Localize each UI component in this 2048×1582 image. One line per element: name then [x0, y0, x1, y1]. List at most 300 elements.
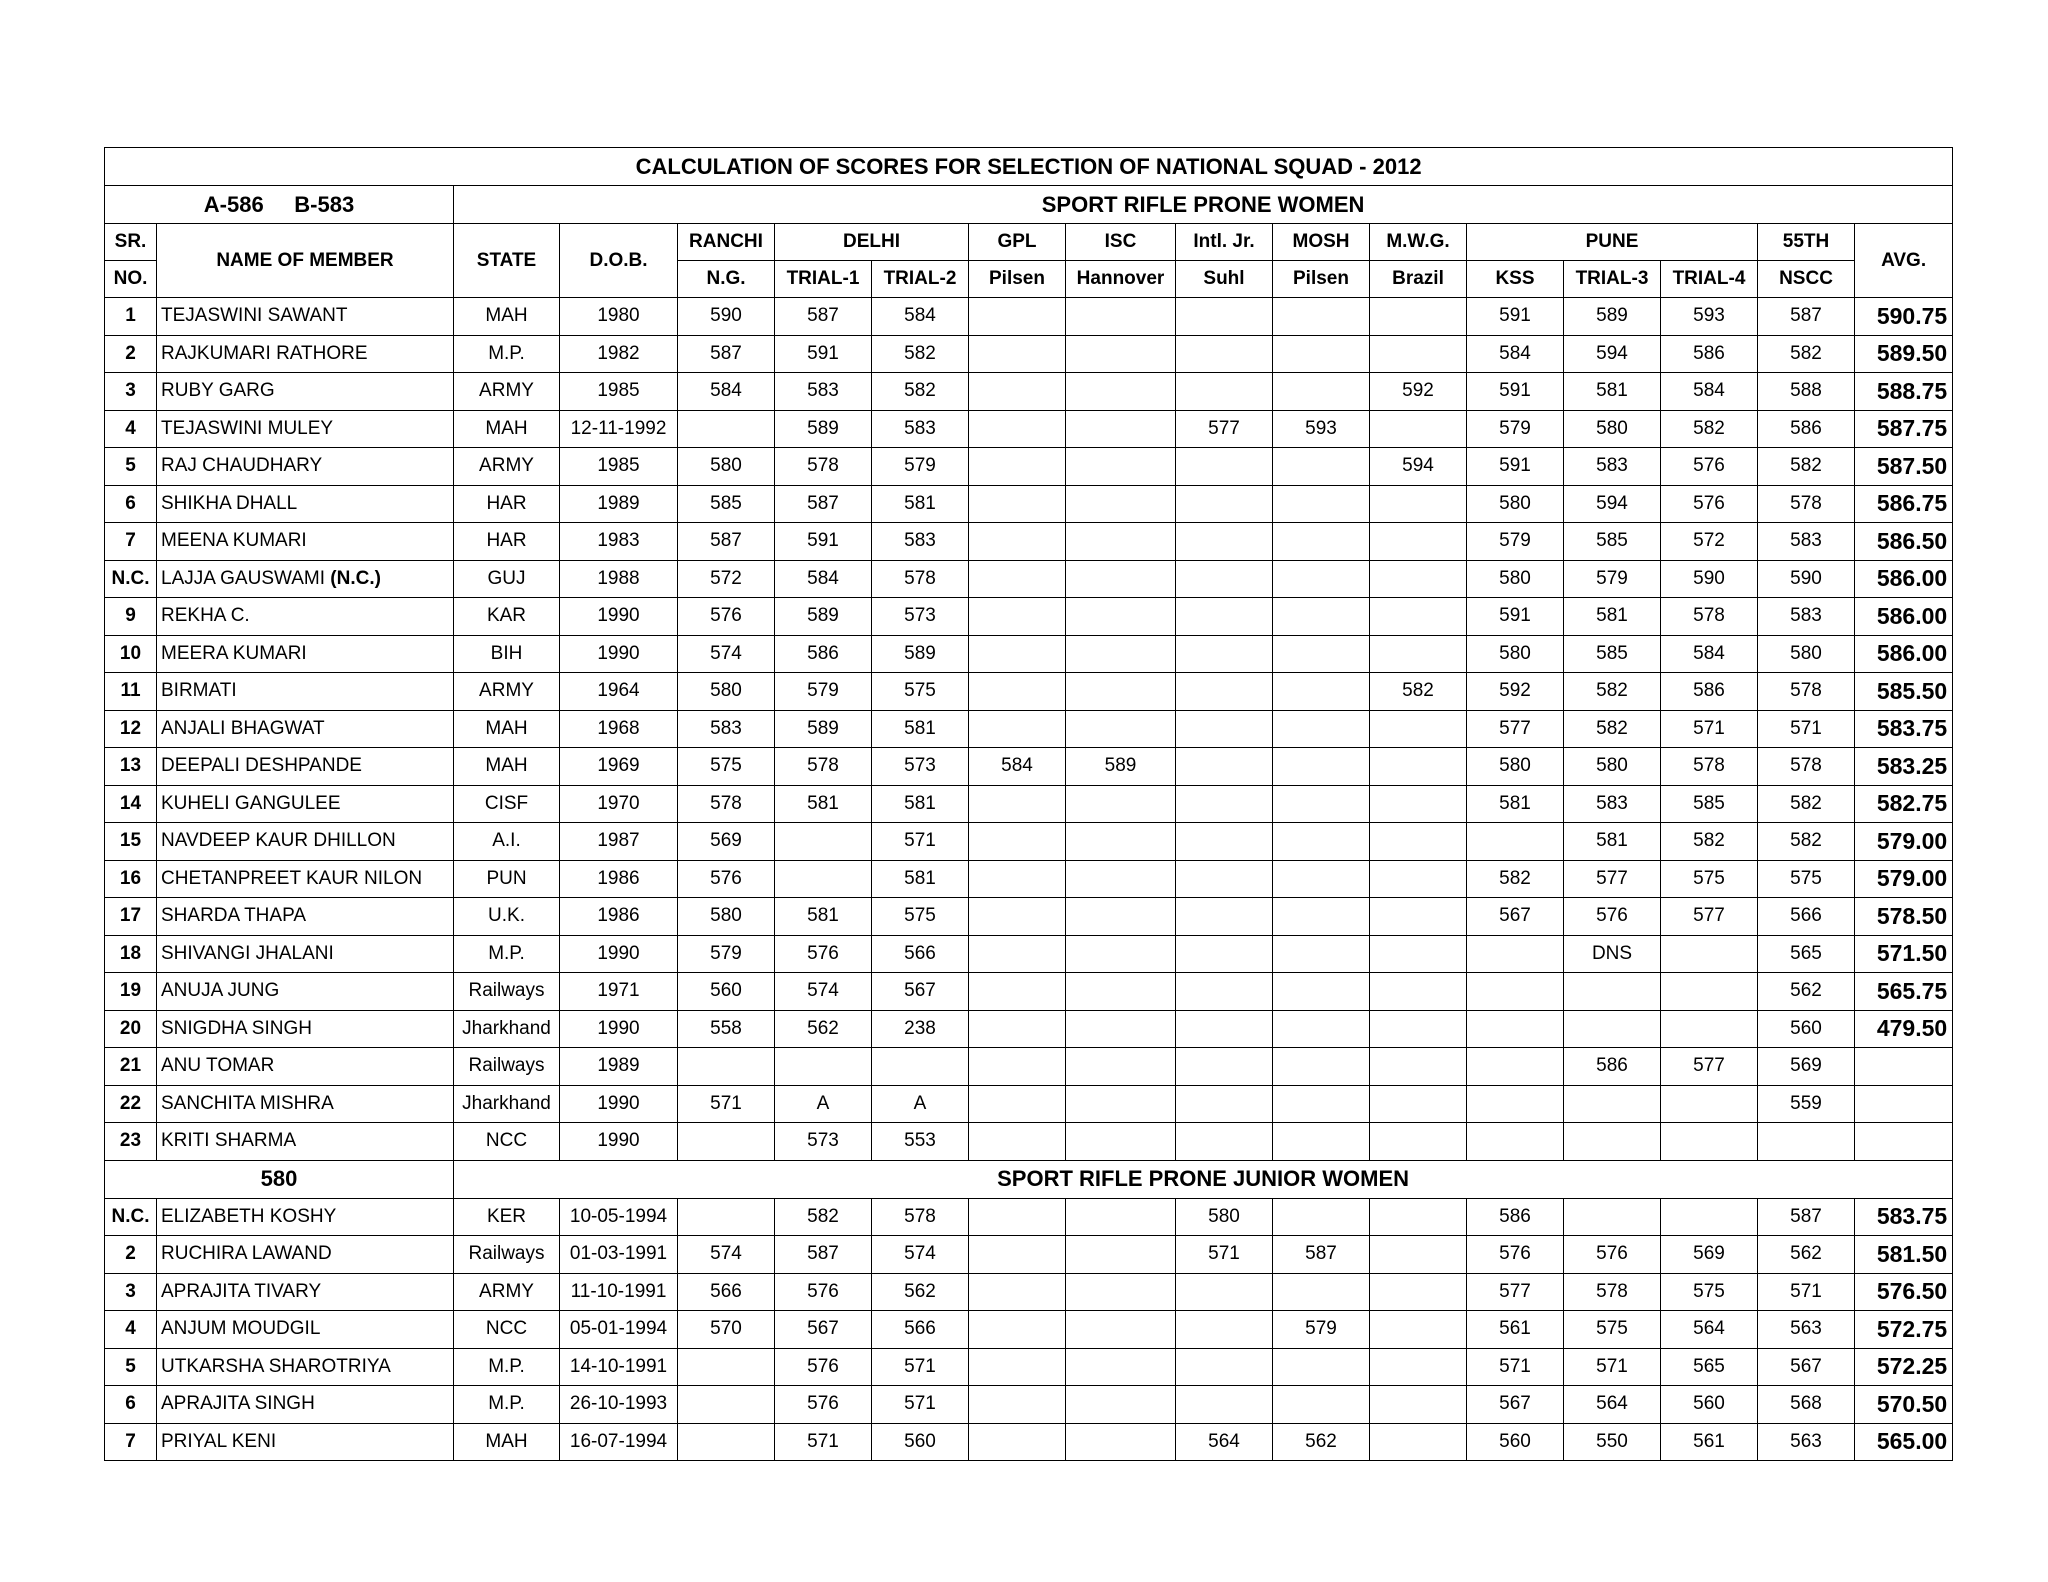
member-name: ANJALI BHAGWAT: [161, 717, 325, 739]
member-name: SHIVANGI JHALANI: [161, 942, 334, 964]
score-cell: 575: [1661, 860, 1758, 898]
sr-cell: 19: [105, 973, 157, 1011]
table-row: [105, 298, 1953, 336]
avg-cell: 579.00: [1855, 860, 1953, 898]
score-cell: [1467, 1123, 1564, 1161]
score-cell: [1066, 823, 1176, 861]
member-name-cell: [157, 448, 454, 486]
score-cell: 591: [1467, 448, 1564, 486]
score-cell: [1273, 785, 1370, 823]
score-cell: [1176, 598, 1273, 636]
score-cell: [1176, 1273, 1273, 1311]
score-cell: [1273, 1273, 1370, 1311]
score-cell: [969, 973, 1066, 1011]
dob-cell: 1989: [560, 1048, 678, 1086]
sr-cell: 17: [105, 898, 157, 936]
score-cell: 578: [775, 448, 872, 486]
table-row: [105, 523, 1953, 561]
score-cell: 585: [1661, 785, 1758, 823]
score-cell: [1370, 973, 1467, 1011]
member-name: SANCHITA MISHRA: [161, 1092, 334, 1114]
member-name-cell: [157, 1048, 454, 1086]
score-cell: 582: [1370, 673, 1467, 711]
score-cell: 575: [872, 898, 969, 936]
dob-cell: 1985: [560, 448, 678, 486]
score-cell: 568: [1758, 1386, 1855, 1424]
dob-cell: 1969: [560, 748, 678, 786]
sr-cell: 14: [105, 785, 157, 823]
section-cutoff: 580: [105, 1160, 454, 1198]
score-cell: [1564, 1198, 1661, 1236]
table-row: [105, 1236, 1953, 1274]
score-cell: [1176, 785, 1273, 823]
state-cell: NCC: [454, 1123, 560, 1161]
score-cell: 570: [678, 1311, 775, 1349]
score-cell: [969, 523, 1066, 561]
title-row: [105, 148, 1953, 186]
score-cell: 582: [1661, 823, 1758, 861]
score-cell: [1066, 1236, 1176, 1274]
suhl-header: Suhl: [1176, 261, 1273, 298]
score-cell: 576: [775, 935, 872, 973]
score-cell: [1370, 523, 1467, 561]
member-name-cell: [157, 1386, 454, 1424]
sheet-title: CALCULATION OF SCORES FOR SELECTION OF NATIONAL SQUAD - 2012: [105, 148, 1953, 186]
member-name-cell: [157, 748, 454, 786]
pilsen-mosh-header: Pilsen: [1273, 261, 1370, 298]
score-cell: [1066, 635, 1176, 673]
score-cell: [1564, 1085, 1661, 1123]
score-cell: [969, 898, 1066, 936]
score-cell: [1758, 1123, 1855, 1161]
sr-cell: 10: [105, 635, 157, 673]
score-cell: [1661, 1010, 1758, 1048]
section-header-women: [105, 186, 1953, 224]
score-cell: [1370, 1273, 1467, 1311]
avg-cell: 579.00: [1855, 823, 1953, 861]
score-cell: 580: [1564, 410, 1661, 448]
score-cell: 571: [872, 1386, 969, 1424]
score-cell: [1370, 1386, 1467, 1424]
score-cell: 576: [1564, 898, 1661, 936]
score-cell: [969, 1198, 1066, 1236]
state-cell: ARMY: [454, 448, 560, 486]
member-name: ELIZABETH KOSHY: [161, 1205, 337, 1227]
member-name: SNIGDHA SINGH: [161, 1017, 312, 1039]
avg-cell: 583.75: [1855, 710, 1953, 748]
score-cell: [969, 710, 1066, 748]
score-cell: [969, 860, 1066, 898]
score-cell: 586: [1564, 1048, 1661, 1086]
section-title: SPORT RIFLE PRONE WOMEN: [454, 186, 1953, 224]
score-cell: [1661, 1123, 1758, 1161]
table-row: [105, 898, 1953, 936]
member-name: APRAJITA SINGH: [161, 1393, 315, 1415]
ranchi-header: RANCHI: [678, 224, 775, 261]
score-cell: [969, 1423, 1066, 1461]
member-name-cell: [157, 898, 454, 936]
score-cell: 579: [678, 935, 775, 973]
score-cell: [1273, 335, 1370, 373]
score-cell: [1176, 1085, 1273, 1123]
score-cell: 591: [775, 335, 872, 373]
score-cell: 580: [1467, 635, 1564, 673]
dob-cell: 1990: [560, 1123, 678, 1161]
table-row: [105, 1386, 1953, 1424]
score-cell: 569: [1661, 1236, 1758, 1274]
score-cell: 583: [1564, 448, 1661, 486]
score-cell: 571: [775, 1423, 872, 1461]
dob-cell: 14-10-1991: [560, 1348, 678, 1386]
score-cell: 582: [1564, 673, 1661, 711]
score-cell: 584: [1661, 373, 1758, 411]
score-cell: 579: [1564, 560, 1661, 598]
avg-cell: 590.75: [1855, 298, 1953, 336]
score-cell: 567: [872, 973, 969, 1011]
score-cell: [969, 335, 1066, 373]
score-cell: [1176, 823, 1273, 861]
sr-cell: 7: [105, 1423, 157, 1461]
score-cell: 575: [872, 673, 969, 711]
score-cell: 560: [1661, 1386, 1758, 1424]
score-cell: 577: [1176, 410, 1273, 448]
member-name: MEENA KUMARI: [161, 530, 307, 552]
sr-cell: 22: [105, 1085, 157, 1123]
sr-cell: 18: [105, 935, 157, 973]
score-cell: 580: [1467, 485, 1564, 523]
score-cell: 576: [1564, 1236, 1661, 1274]
score-cell: 582: [1661, 410, 1758, 448]
score-cell: 560: [1467, 1423, 1564, 1461]
score-cell: 579: [872, 448, 969, 486]
score-cell: 581: [872, 860, 969, 898]
sr-cell: 20: [105, 1010, 157, 1048]
avg-cell: 576.50: [1855, 1273, 1953, 1311]
member-name: RAJ CHAUDHARY: [161, 455, 323, 477]
member-name-cell: [157, 1198, 454, 1236]
score-cell: [1370, 335, 1467, 373]
pilsen-gpl-header: Pilsen: [969, 261, 1066, 298]
score-cell: 581: [1564, 823, 1661, 861]
score-cell: 578: [678, 785, 775, 823]
state-cell: HAR: [454, 485, 560, 523]
score-cell: 594: [1564, 485, 1661, 523]
score-cell: [678, 1386, 775, 1424]
score-cell: 590: [1661, 560, 1758, 598]
score-cell: [1176, 1123, 1273, 1161]
dob-cell: 1982: [560, 335, 678, 373]
score-cell: 577: [1661, 898, 1758, 936]
score-cell: [1066, 373, 1176, 411]
score-cell: 573: [775, 1123, 872, 1161]
score-cell: [1273, 1085, 1370, 1123]
dob-cell: 12-11-1992: [560, 410, 678, 448]
score-cell: [969, 935, 1066, 973]
score-cell: [1066, 935, 1176, 973]
score-cell: 593: [1273, 410, 1370, 448]
score-cell: 571: [1176, 1236, 1273, 1274]
dob-cell: 01-03-1991: [560, 1236, 678, 1274]
score-cell: [1564, 1010, 1661, 1048]
score-cell: [1176, 335, 1273, 373]
score-cell: 586: [775, 635, 872, 673]
state-cell: KAR: [454, 598, 560, 636]
score-cell: [1066, 560, 1176, 598]
score-cell: 589: [775, 598, 872, 636]
table-row: [105, 823, 1953, 861]
dob-cell: 16-07-1994: [560, 1423, 678, 1461]
score-cell: 575: [1564, 1311, 1661, 1349]
member-name: REKHA C.: [161, 605, 250, 627]
score-cell: [1066, 973, 1176, 1011]
score-cell: 582: [872, 335, 969, 373]
score-cell: 590: [678, 298, 775, 336]
score-cell: [1273, 448, 1370, 486]
member-name-cell: [157, 823, 454, 861]
score-cell: [1273, 635, 1370, 673]
ng-header: N.G.: [678, 261, 775, 298]
score-cell: [678, 1123, 775, 1161]
score-cell: [1066, 1348, 1176, 1386]
score-cell: [1370, 1085, 1467, 1123]
score-cell: 592: [1467, 673, 1564, 711]
score-cell: [678, 410, 775, 448]
dob-cell: 1986: [560, 898, 678, 936]
score-cell: [1370, 860, 1467, 898]
score-cell: [1066, 1085, 1176, 1123]
sr-cell: 5: [105, 448, 157, 486]
avg-cell: 581.50: [1855, 1236, 1953, 1274]
sr-cell: 12: [105, 710, 157, 748]
state-cell: MAH: [454, 298, 560, 336]
avg-cell: 586.75: [1855, 485, 1953, 523]
table-row: [105, 1198, 1953, 1236]
sr-cell: 4: [105, 1311, 157, 1349]
state-cell: HAR: [454, 523, 560, 561]
score-cell: [1661, 935, 1758, 973]
isc-header: ISC: [1066, 224, 1176, 261]
no-header: NO.: [105, 261, 157, 298]
score-cell: 558: [678, 1010, 775, 1048]
table-row: [105, 635, 1953, 673]
member-name: BIRMATI: [161, 680, 237, 702]
score-cell: 575: [1758, 860, 1855, 898]
state-cell: MAH: [454, 1423, 560, 1461]
score-cell: [1066, 673, 1176, 711]
score-cell: [1370, 1423, 1467, 1461]
avg-cell: [1855, 1048, 1953, 1086]
table-row: [105, 1010, 1953, 1048]
score-cell: [1661, 973, 1758, 1011]
avg-cell: 565.75: [1855, 973, 1953, 1011]
trial4-header: TRIAL-4: [1661, 261, 1758, 298]
member-name-cell: [157, 1348, 454, 1386]
score-cell: 566: [872, 1311, 969, 1349]
score-cell: 560: [872, 1423, 969, 1461]
avg-cell: 587.50: [1855, 448, 1953, 486]
score-cell: [1370, 1311, 1467, 1349]
dob-cell: 1971: [560, 973, 678, 1011]
score-cell: 576: [678, 598, 775, 636]
score-cell: [1176, 1348, 1273, 1386]
score-cell: 571: [1758, 710, 1855, 748]
score-cell: [969, 373, 1066, 411]
score-cell: 580: [1467, 560, 1564, 598]
score-cell: 578: [1758, 748, 1855, 786]
score-cell: [1176, 710, 1273, 748]
state-cell: MAH: [454, 748, 560, 786]
score-cell: [969, 1010, 1066, 1048]
score-cell: 578: [872, 1198, 969, 1236]
avg-cell: 586.50: [1855, 523, 1953, 561]
avg-cell: [1855, 1085, 1953, 1123]
score-cell: 582: [1758, 823, 1855, 861]
member-name: DEEPALI DESHPANDE: [161, 755, 362, 777]
state-cell: MAH: [454, 410, 560, 448]
member-name: RAJKUMARI RATHORE: [161, 342, 368, 364]
score-cell: 583: [1758, 523, 1855, 561]
score-cell: 587: [678, 523, 775, 561]
trial3-header: TRIAL-3: [1564, 261, 1661, 298]
state-cell: KER: [454, 1198, 560, 1236]
avg-cell: 586.00: [1855, 635, 1953, 673]
score-cell: [1066, 1198, 1176, 1236]
score-cell: [1066, 523, 1176, 561]
score-cell: 577: [1467, 1273, 1564, 1311]
delhi-header: DELHI: [775, 224, 969, 261]
member-name-cell: [157, 373, 454, 411]
score-cell: 575: [1661, 1273, 1758, 1311]
score-cell: 553: [872, 1123, 969, 1161]
score-cell: [1273, 1048, 1370, 1086]
score-cell: 573: [872, 598, 969, 636]
mwg-header: M.W.G.: [1370, 224, 1467, 261]
score-cell: [1066, 1048, 1176, 1086]
table-row: [105, 785, 1953, 823]
score-cell: [969, 1311, 1066, 1349]
table-row: [105, 1348, 1953, 1386]
score-cell: [1066, 860, 1176, 898]
score-cell: [1273, 860, 1370, 898]
scores-table: [104, 147, 1953, 1461]
dob-cell: 10-05-1994: [560, 1198, 678, 1236]
score-cell: 580: [1758, 635, 1855, 673]
score-cell: 590: [1758, 560, 1855, 598]
score-cell: [1564, 973, 1661, 1011]
score-cell: 571: [678, 1085, 775, 1123]
score-cell: [1066, 1311, 1176, 1349]
score-cell: 567: [1758, 1348, 1855, 1386]
member-name-cell: [157, 860, 454, 898]
avg-cell: 587.75: [1855, 410, 1953, 448]
score-cell: [1467, 935, 1564, 973]
score-cell: 582: [872, 373, 969, 411]
score-cell: [678, 1423, 775, 1461]
table-row: [105, 598, 1953, 636]
score-cell: [1467, 823, 1564, 861]
score-cell: 584: [1661, 635, 1758, 673]
state-cell: CISF: [454, 785, 560, 823]
member-name-cell: [157, 335, 454, 373]
dob-cell: 1980: [560, 298, 678, 336]
score-cell: [1273, 523, 1370, 561]
member-name-cell: [157, 635, 454, 673]
table-row: [105, 1085, 1953, 1123]
score-cell: 576: [1661, 485, 1758, 523]
sr-cell: 13: [105, 748, 157, 786]
score-cell: 576: [1467, 1236, 1564, 1274]
score-cell: 580: [1176, 1198, 1273, 1236]
member-name-cell: [157, 973, 454, 1011]
avg-cell: 571.50: [1855, 935, 1953, 973]
score-cell: [969, 1386, 1066, 1424]
avg-cell: 570.50: [1855, 1386, 1953, 1424]
score-cell: 564: [1564, 1386, 1661, 1424]
score-cell: [1273, 973, 1370, 1011]
score-cell: 589: [872, 635, 969, 673]
score-cell: 582: [1758, 335, 1855, 373]
score-cell: [1370, 485, 1467, 523]
table-row: [105, 448, 1953, 486]
state-cell: ARMY: [454, 1273, 560, 1311]
avg-cell: 583.25: [1855, 748, 1953, 786]
score-cell: [1176, 935, 1273, 973]
avg-cell: 586.00: [1855, 560, 1953, 598]
state-cell: ARMY: [454, 373, 560, 411]
state-cell: GUJ: [454, 560, 560, 598]
score-cell: [1273, 485, 1370, 523]
score-cell: [1176, 523, 1273, 561]
score-cell: [1273, 560, 1370, 598]
score-cell: [1176, 1010, 1273, 1048]
member-name: LAJJA GAUSWAMI: [161, 567, 325, 589]
score-cell: 571: [872, 1348, 969, 1386]
score-cell: 577: [1564, 860, 1661, 898]
member-name: PRIYAL KENI: [161, 1430, 277, 1452]
score-cell: 574: [872, 1236, 969, 1274]
avg-cell: 585.50: [1855, 673, 1953, 711]
avg-cell: 589.50: [1855, 335, 1953, 373]
score-cell: [969, 823, 1066, 861]
sr-cell: 1: [105, 298, 157, 336]
member-name: SHIKHA DHALL: [161, 492, 298, 514]
score-cell: [1370, 1048, 1467, 1086]
score-cell: 581: [1564, 373, 1661, 411]
dob-cell: 1990: [560, 1085, 678, 1123]
score-cell: [1176, 1311, 1273, 1349]
score-cell: 583: [775, 373, 872, 411]
score-cell: 579: [1273, 1311, 1370, 1349]
score-cell: 582: [1758, 448, 1855, 486]
score-cell: [1370, 710, 1467, 748]
score-cell: [1273, 823, 1370, 861]
pune-header: PUNE: [1467, 224, 1758, 261]
score-cell: [1467, 1048, 1564, 1086]
member-name: RUCHIRA LAWAND: [161, 1243, 332, 1265]
score-cell: [1370, 410, 1467, 448]
member-name: CHETANPREET KAUR NILON: [161, 867, 423, 889]
avg-cell: 582.75: [1855, 785, 1953, 823]
score-cell: 571: [1661, 710, 1758, 748]
score-cell: 584: [775, 560, 872, 598]
score-cell: 578: [872, 560, 969, 598]
score-cell: 578: [1758, 485, 1855, 523]
score-cell: 578: [1564, 1273, 1661, 1311]
column-header-row-1: [105, 224, 1953, 261]
state-cell: MAH: [454, 710, 560, 748]
score-cell: [1066, 785, 1176, 823]
score-cell: [1370, 935, 1467, 973]
